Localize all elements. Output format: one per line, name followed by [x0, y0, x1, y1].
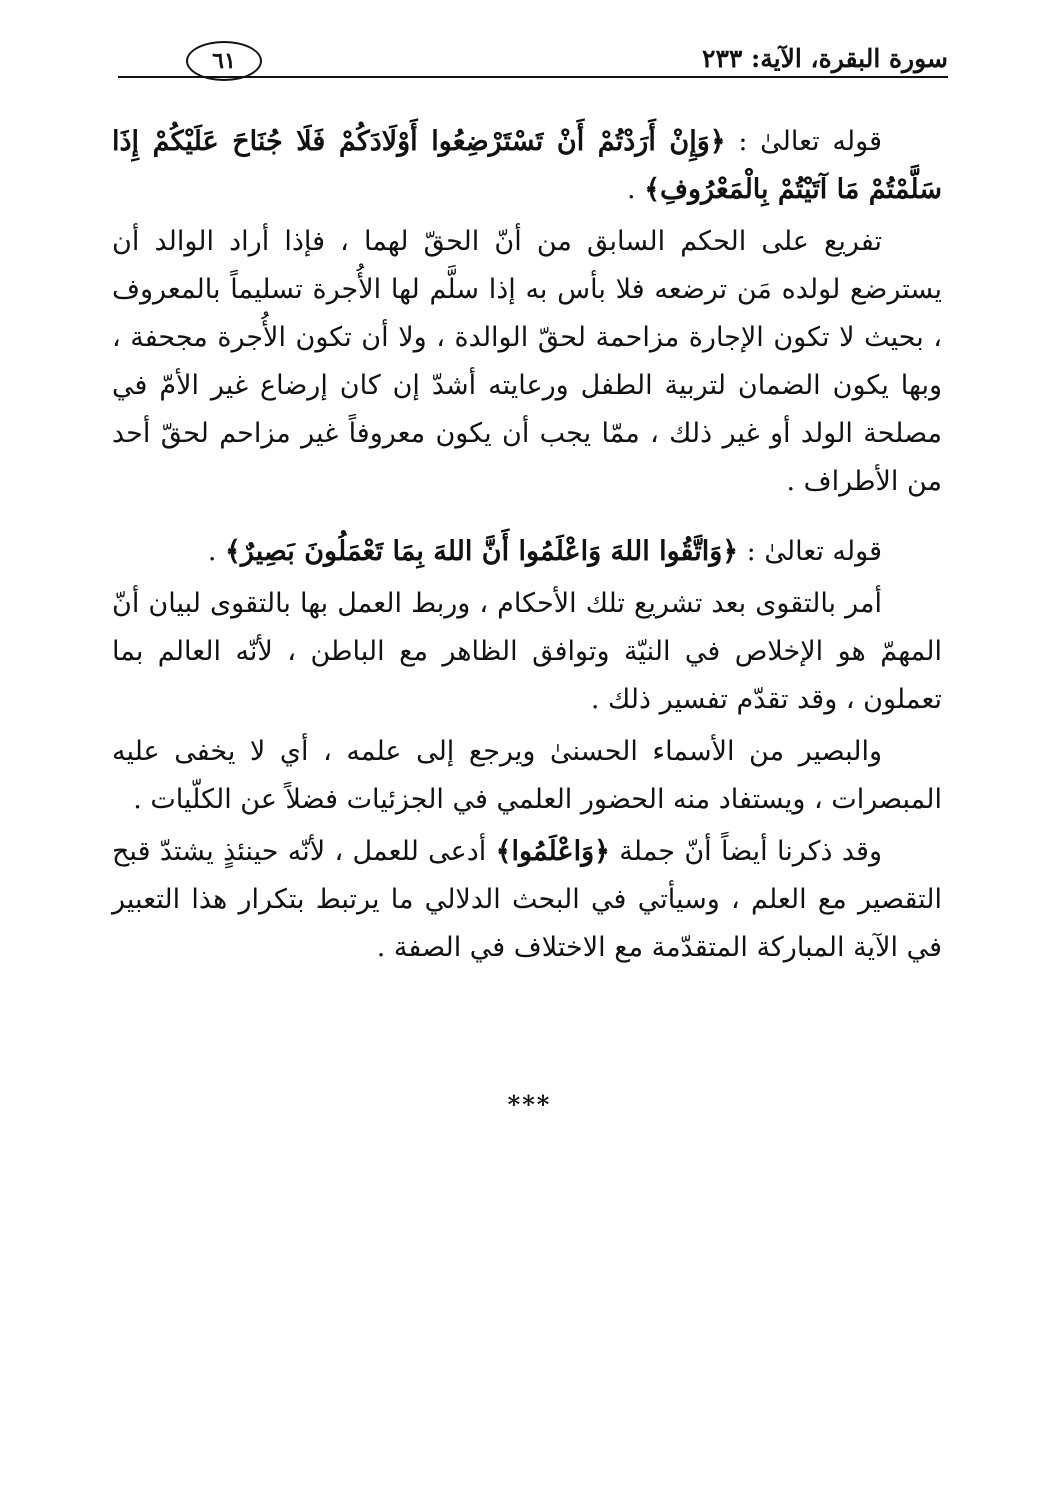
verse-prefix: قوله تعالىٰ :	[738, 536, 882, 567]
body-text	[112, 118, 942, 972]
verse-suffix: .	[627, 174, 645, 205]
verse-prefix: قوله تعالىٰ :	[725, 126, 882, 157]
paragraph-prefix: وقد ذكرنا أيضاً أنّ جملة	[609, 836, 883, 867]
quran-verse: ﴿وَإِنْ أَرَدْتُمْ أَنْ تَسْتَرْضِعُوا أَوْلَادَكُمْ فَلَا جُنَاحَ عَلَيْكُمْ إِذَا سَلَّمْتُمْ مَا آتَيْتُمْ بِالْمَعْرُوفِ﴾	[112, 126, 942, 205]
verse-paragraph-1	[112, 118, 942, 214]
commentary-paragraph-3: والبصير من الأسماء الحسنىٰ ويرجع إلى علمه ، أي لا يخفى عليه المبصرات ، ويستفاد منه الحضور العلمي في الجزئيات فضلاً عن الكلّيات .	[112, 736, 942, 815]
header-rule	[118, 76, 948, 78]
commentary-paragraph-2: أمر بالتقوى بعد تشريع تلك الأحكام ، وربط العمل بها بالتقوى لبيان أنّ المهمّ هو الإخلاص في النيّة وتوافق الظاهر مع الباطن ، لأنّه العالم بما تعملون ، وقد تقدّم تفسير ذلك .	[112, 588, 942, 715]
commentary-paragraph-4	[112, 828, 942, 972]
paragraph-suffix: أدعى للعمل ، لأنّه حينئذٍ يشتدّ قبح التقصير مع العلم ، وسيأتي في البحث الدلالي ما يرتبط بتكرار هذا التعبير في الآية المباركة المتقدّمة مع الاختلاف في الصفة .	[112, 836, 942, 963]
page-number: ٦١	[186, 41, 262, 81]
header-title: سورة البقرة، الآية: ٢٣٣	[702, 44, 948, 73]
verse-paragraph-2	[112, 528, 942, 576]
commentary-paragraph-1: تفريع على الحكم السابق من أنّ الحقّ لهما ، فإذا أراد الوالد أن يسترضع لولده مَن ترضعه فلا بأس به إذا سلَّم لها الأُجرة تسليماً بالمعروف ، بحيث لا تكون الإجارة مزاحمة لحقّ الوالدة ، ولا أن تكون الأُجرة مجحفة ، وبها يكون الضمان لتربية الطفل ورعايته أشدّ إن كان إرضاع غير الأمّ في مصلحة الولد أو غير ذلك ، ممّا يجب أن يكون معروفاً غير مزاحم لحقّ أحد من الأطراف .	[112, 226, 942, 497]
quran-verse: ﴿وَاعْلَمُوا﴾	[495, 836, 610, 867]
section-separator: ***	[507, 1090, 552, 1119]
page-header	[118, 44, 948, 84]
quran-verse: ﴿وَاتَّقُوا اللهَ وَاعْلَمُوا أَنَّ اللهَ بِمَا تَعْمَلُونَ بَصِيرٌ﴾	[225, 536, 739, 567]
verse-suffix: .	[207, 536, 226, 567]
